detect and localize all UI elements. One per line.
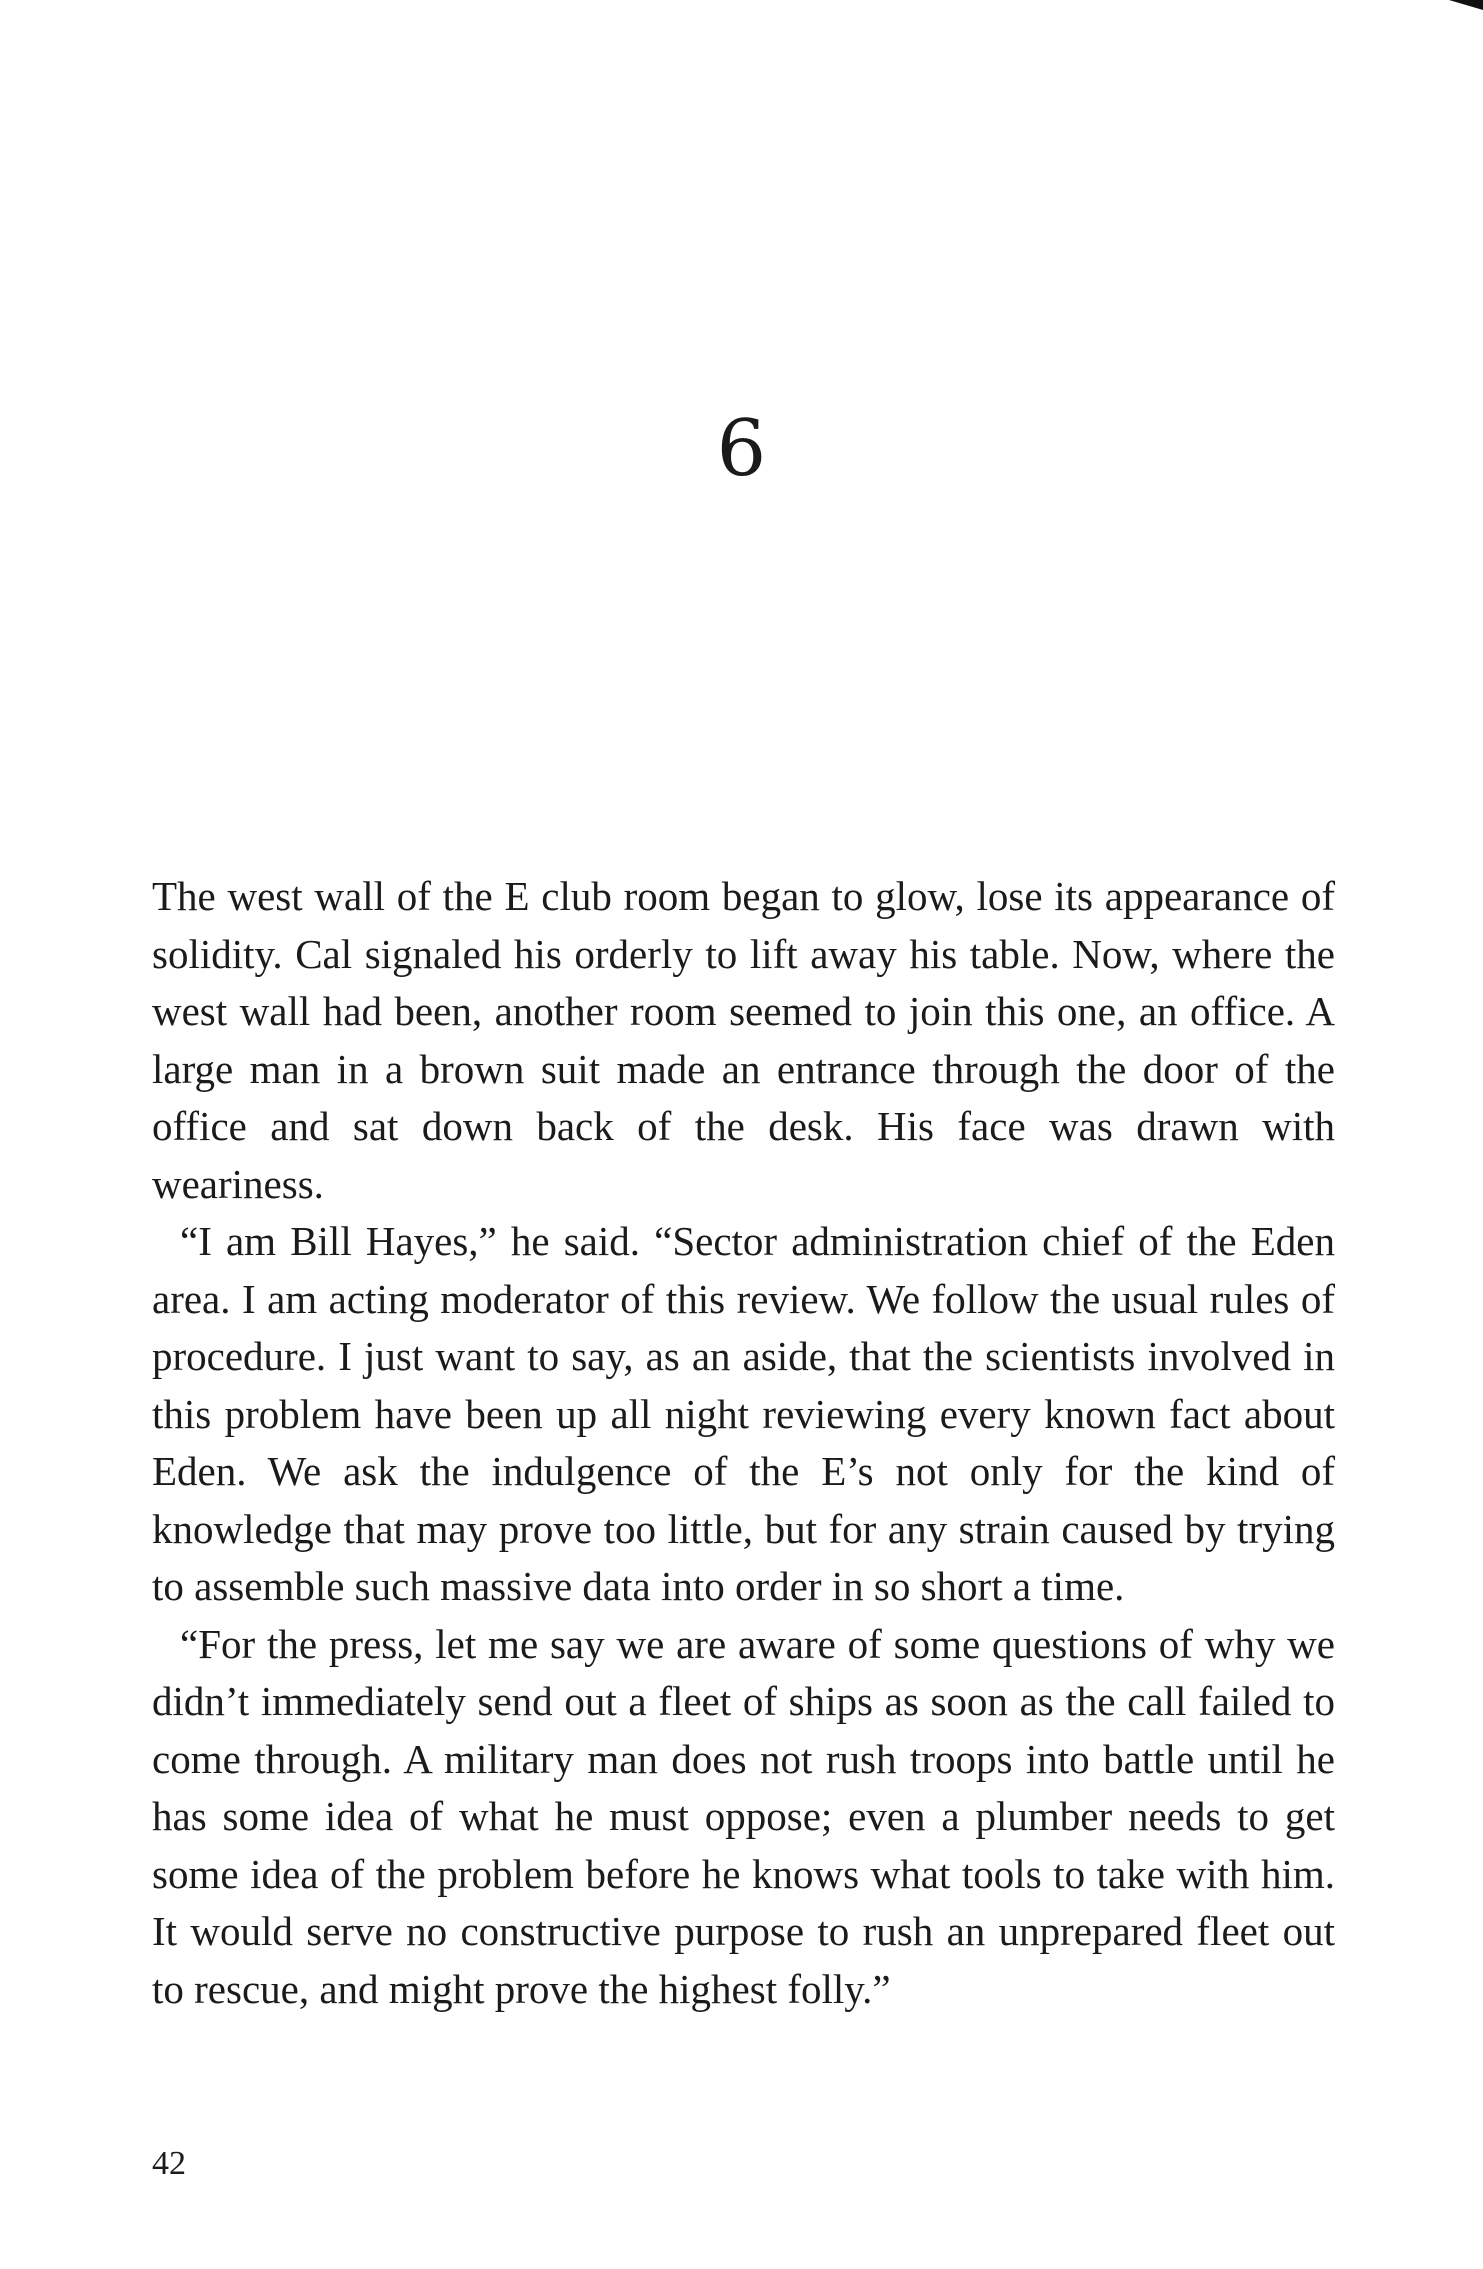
body-text (152, 868, 1335, 2018)
chapter-number: 6 (716, 404, 767, 494)
paragraph-2: “I am Bill Hayes,” he said. “Sector administration chief of the Eden area. I am acting moderator of this review. We follow the usual rules of procedure. I just want to say, as an aside, that the scientists involved in this problem have been up all night reviewing every known fact about Eden. We ask the indulgence of the E’s not only for the kind of knowledge that may prove too little, but for any strain caused by trying to assemble such massive data into order in so short a time. (152, 1218, 1335, 1609)
paragraph-3: “For the press, let me say we are aware of some questions of why we didn’t immediately send out a fleet of ships as soon as the call failed to come through. A military man does not rush troops into battle until he has some idea of what he must oppose; even a plumber needs to get some idea of the problem before he knows what tools to take with him. It would serve no constructive purpose to rush an unprepared fleet out to rescue, and might prove the highest folly.” (152, 1620, 1335, 2012)
corner-mark (1449, 0, 1483, 10)
paragraph-1: The west wall of the E club room began to glow, lose its appearance of solidity. Cal signaled his orderly to lift away his table. Now, where the west wall had been, another room seemed to join this one, an office. A large man in a brown suit made an entrance through the door of the office and sat down back of the desk. His face was drawn with weariness. (152, 873, 1335, 1207)
page-number: 42 (152, 2145, 186, 2182)
